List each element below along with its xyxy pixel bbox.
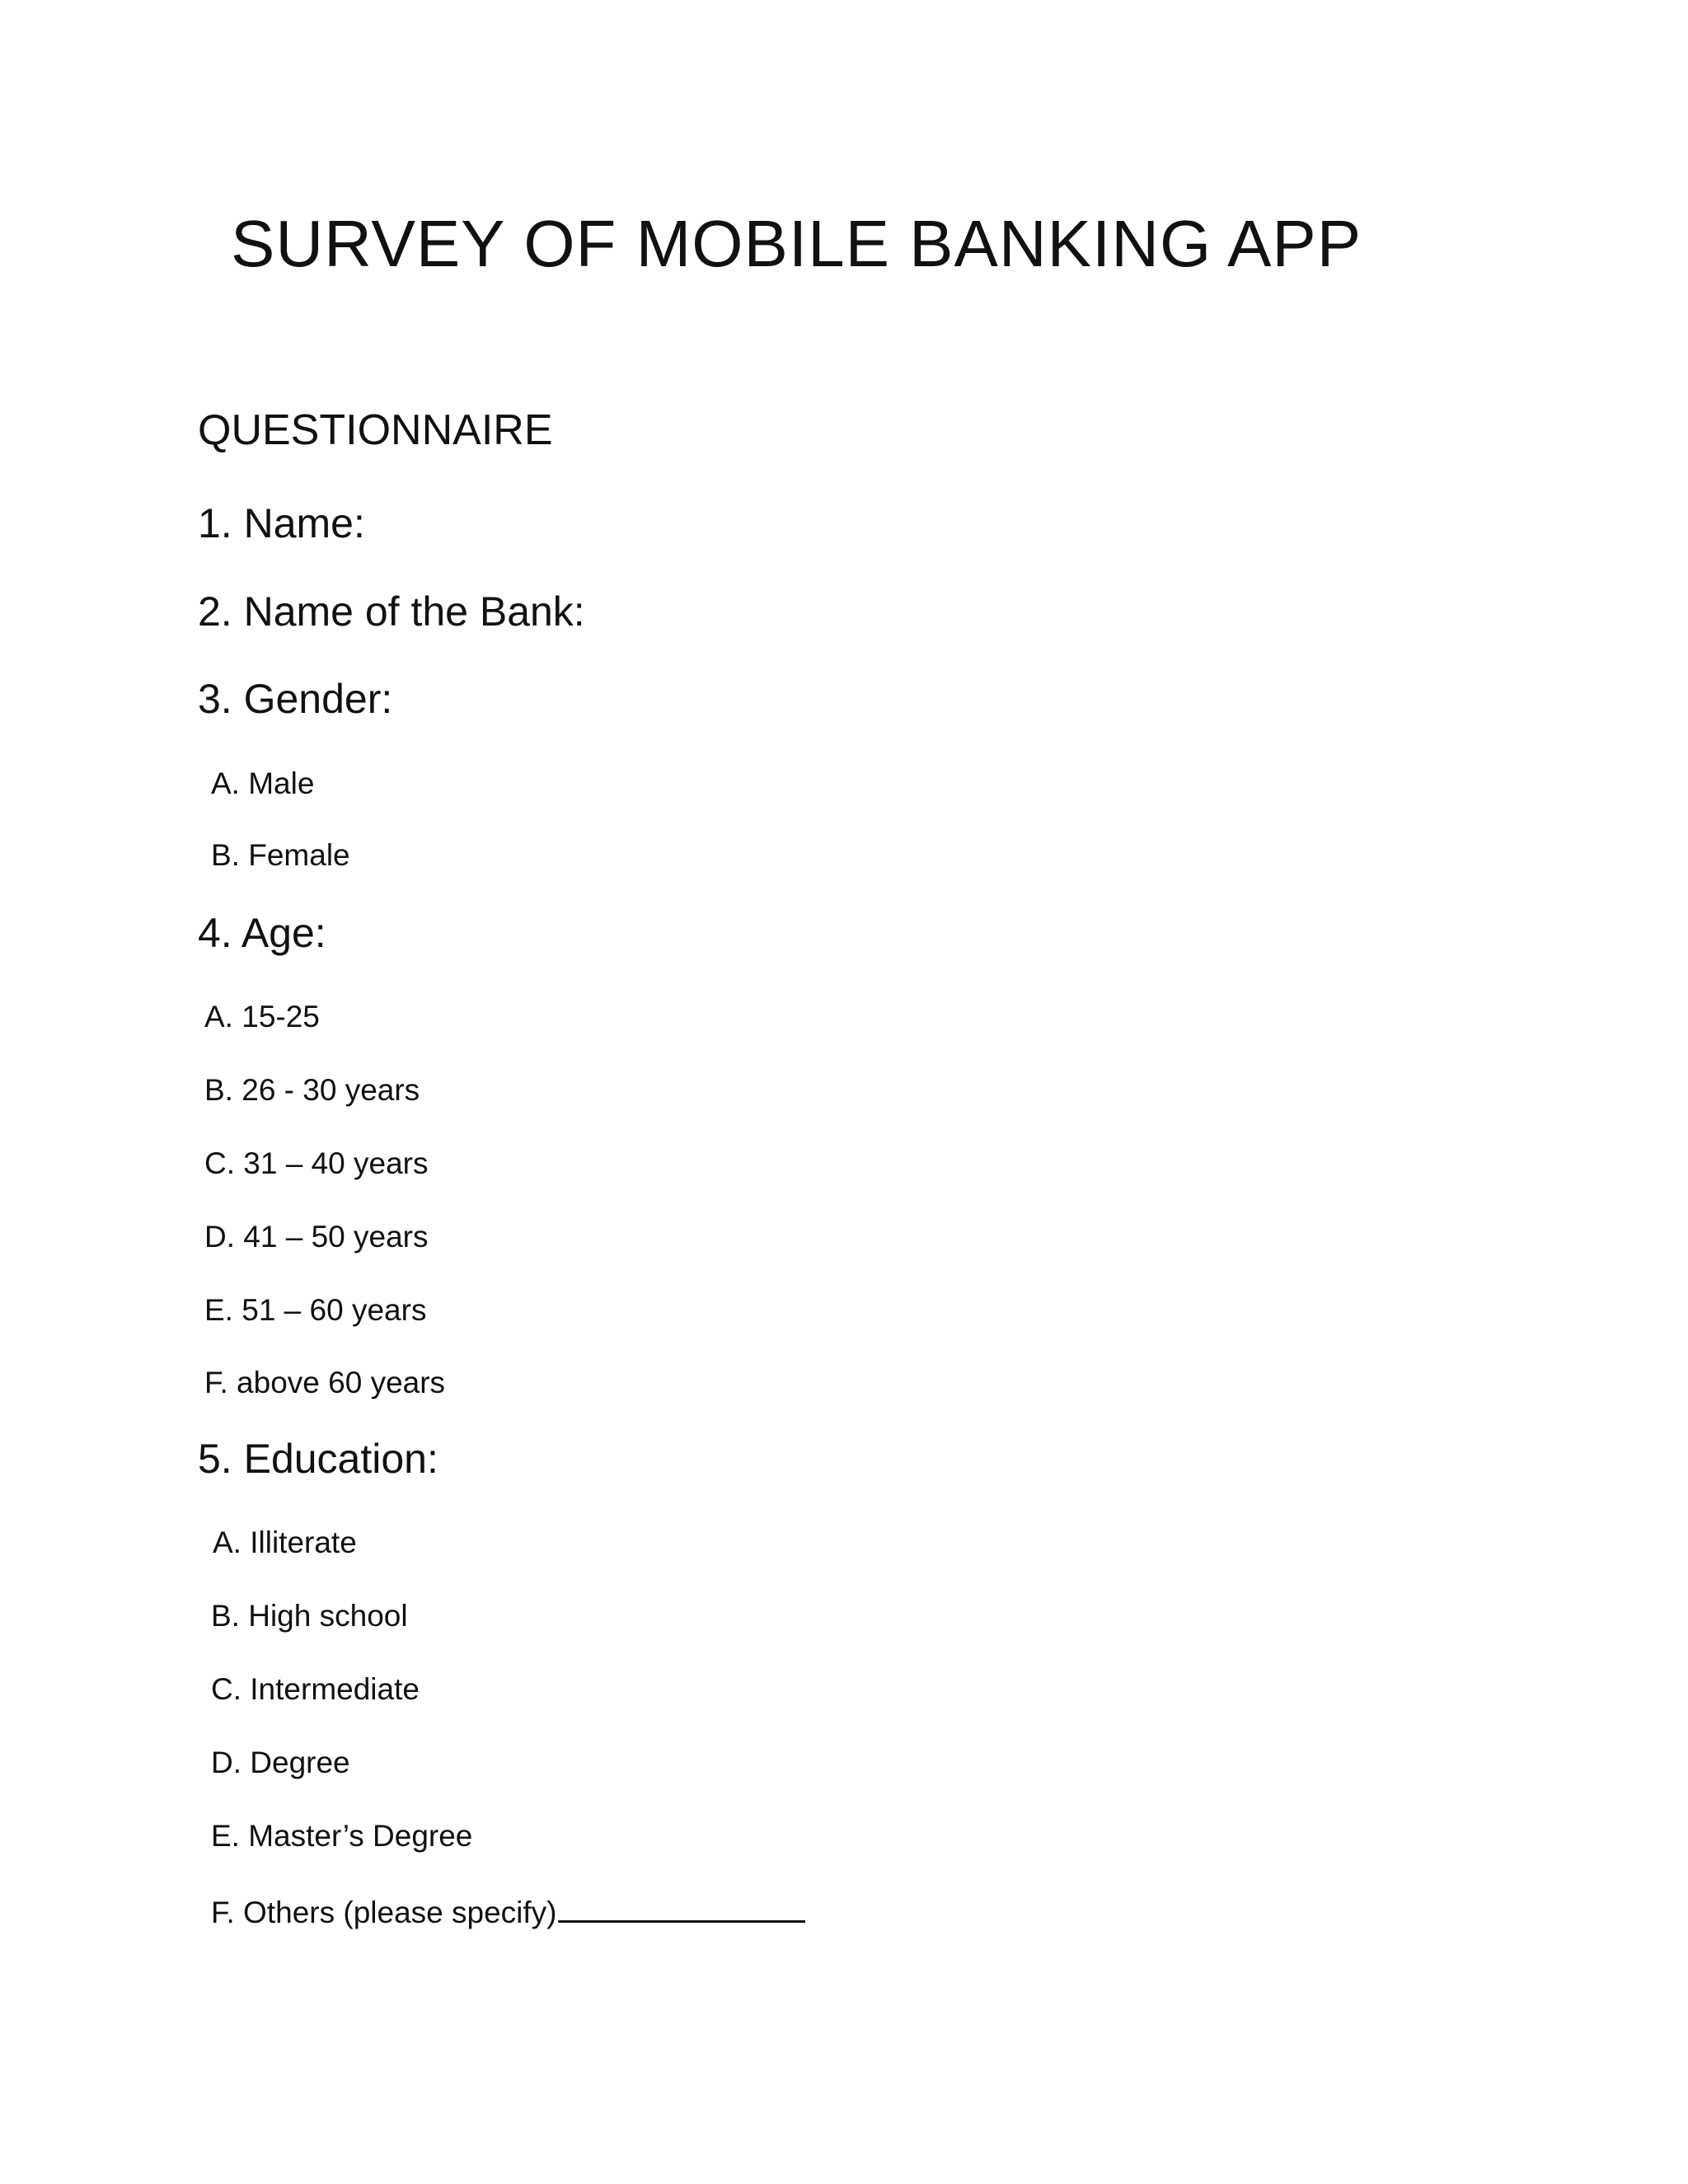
section-heading: QUESTIONNAIRE	[198, 406, 553, 454]
option-age-26-30: B. 26 - 30 years	[204, 1073, 420, 1107]
option-education-high-school: B. High school	[211, 1599, 408, 1633]
option-age-15-25: A. 15-25	[204, 1000, 320, 1033]
document-title: SURVEY OF MOBILE BANKING APP	[231, 207, 1362, 280]
question-education: 5. Education:	[198, 1436, 438, 1482]
option-gender-male: A. Male	[211, 766, 315, 800]
question-name: 1. Name:	[198, 500, 365, 546]
option-education-others-label: F. Others (please specify)	[211, 1896, 557, 1929]
question-bank-name: 2. Name of the Bank:	[198, 588, 585, 635]
option-age-51-60: E. 51 – 60 years	[204, 1293, 427, 1327]
option-education-masters: E. Master’s Degree	[211, 1819, 473, 1853]
option-education-illiterate: A. Illiterate	[213, 1526, 357, 1559]
question-age: 4. Age:	[198, 910, 326, 956]
option-education-intermediate: C. Intermediate	[211, 1672, 420, 1706]
option-education-others	[211, 1892, 805, 1928]
specify-blank-line	[558, 1892, 805, 1923]
option-age-31-40: C. 31 – 40 years	[204, 1146, 429, 1180]
option-age-above-60: F. above 60 years	[204, 1366, 446, 1399]
question-gender: 3. Gender:	[198, 676, 393, 722]
option-gender-female: B. Female	[211, 838, 350, 872]
option-age-41-50: D. 41 – 50 years	[204, 1220, 429, 1254]
option-education-degree: D. Degree	[211, 1746, 350, 1779]
